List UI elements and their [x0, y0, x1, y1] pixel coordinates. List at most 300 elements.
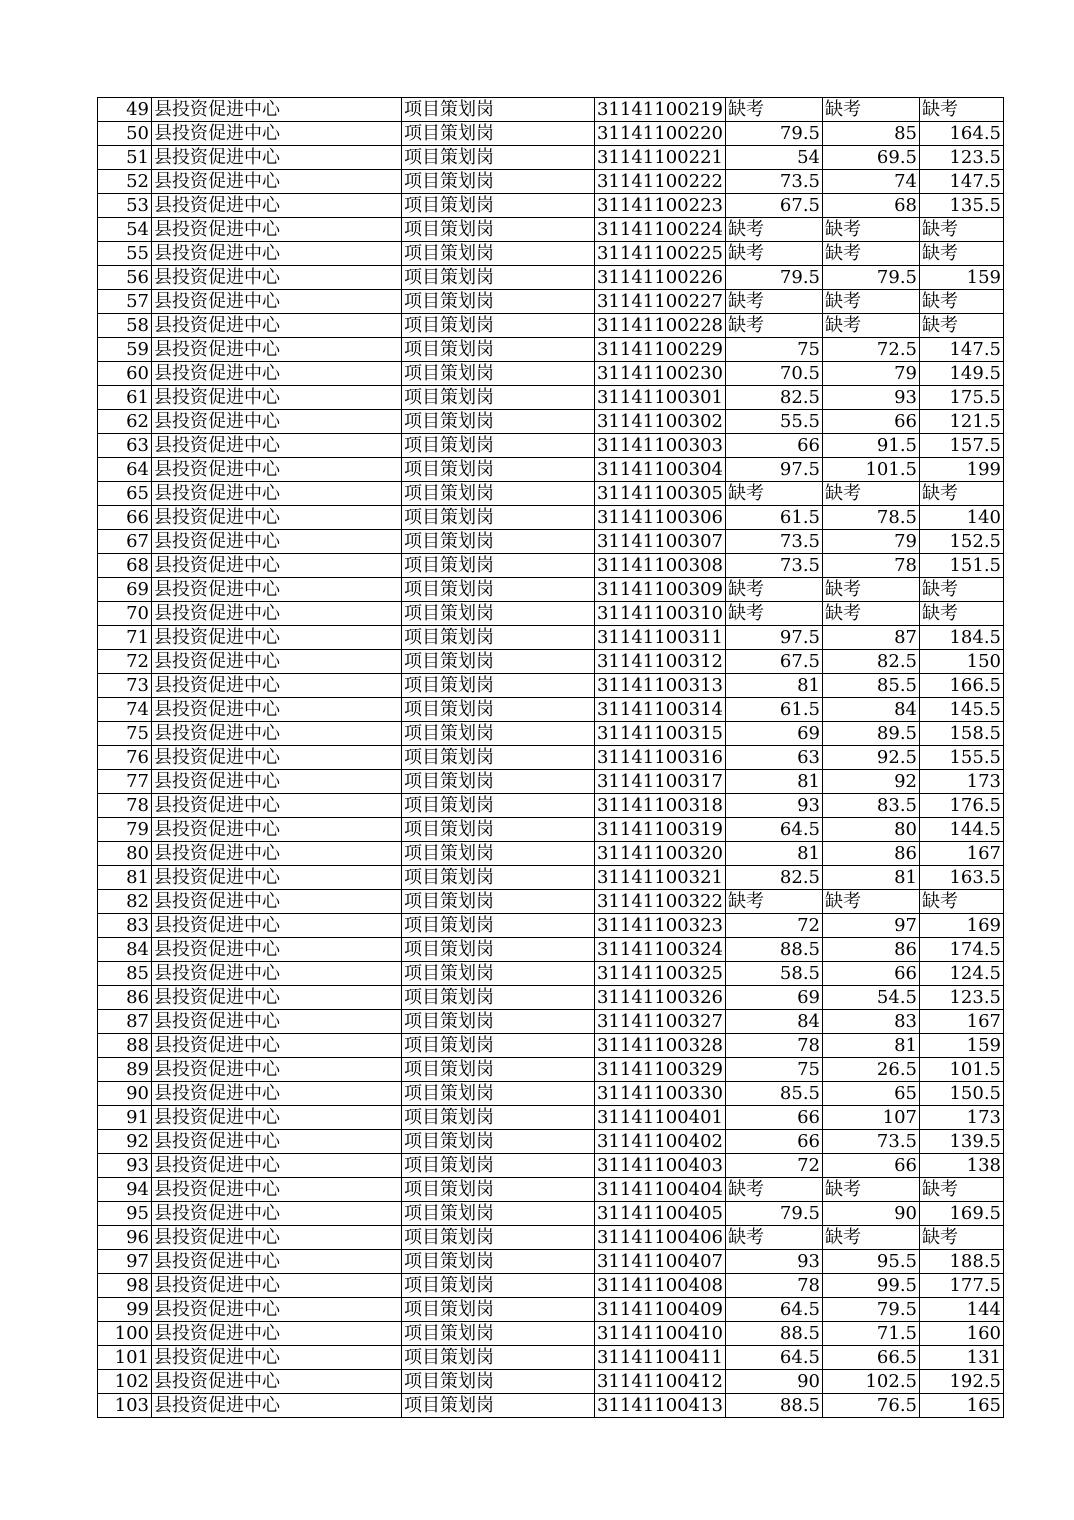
score-2-cell: 82.5: [823, 650, 920, 674]
exam-id-cell: 31141100302: [595, 410, 726, 434]
position-cell: 项目策划岗: [402, 962, 595, 986]
exam-id-cell: 31141100321: [595, 866, 726, 890]
table-row: [98, 1226, 1004, 1250]
total-score-cell: 缺考: [920, 602, 1004, 626]
exam-id-cell: 31141100315: [595, 722, 726, 746]
table-row: [98, 1082, 1004, 1106]
score-1-cell: 61.5: [726, 506, 823, 530]
exam-id-cell: 31141100408: [595, 1274, 726, 1298]
unit-cell: 县投资促进中心: [152, 866, 402, 890]
position-cell: 项目策划岗: [402, 242, 595, 266]
position-cell: 项目策划岗: [402, 698, 595, 722]
row-number-cell: 90: [98, 1082, 152, 1106]
unit-cell: 县投资促进中心: [152, 1322, 402, 1346]
unit-cell: 县投资促进中心: [152, 194, 402, 218]
score-2-cell: 86: [823, 842, 920, 866]
table-row: [98, 266, 1004, 290]
total-score-cell: 159: [920, 266, 1004, 290]
exam-id-cell: 31141100224: [595, 218, 726, 242]
total-score-cell: 135.5: [920, 194, 1004, 218]
table-row: [98, 242, 1004, 266]
row-number-cell: 87: [98, 1010, 152, 1034]
total-score-cell: 174.5: [920, 938, 1004, 962]
exam-id-cell: 31141100323: [595, 914, 726, 938]
row-number-cell: 86: [98, 986, 152, 1010]
exam-id-cell: 31141100226: [595, 266, 726, 290]
score-1-cell: 79.5: [726, 266, 823, 290]
position-cell: 项目策划岗: [402, 1106, 595, 1130]
table-row: [98, 362, 1004, 386]
score-2-cell: 54.5: [823, 986, 920, 1010]
position-cell: 项目策划岗: [402, 338, 595, 362]
exam-id-cell: 31141100219: [595, 98, 726, 122]
exam-id-cell: 31141100311: [595, 626, 726, 650]
total-score-cell: 147.5: [920, 170, 1004, 194]
score-2-cell: 66: [823, 962, 920, 986]
position-cell: 项目策划岗: [402, 386, 595, 410]
row-number-cell: 81: [98, 866, 152, 890]
row-number-cell: 76: [98, 746, 152, 770]
total-score-cell: 123.5: [920, 146, 1004, 170]
score-2-cell: 107: [823, 1106, 920, 1130]
score-2-cell: 90: [823, 1202, 920, 1226]
exam-id-cell: 31141100303: [595, 434, 726, 458]
row-number-cell: 66: [98, 506, 152, 530]
score-2-cell: 78: [823, 554, 920, 578]
score-2-cell: 85.5: [823, 674, 920, 698]
unit-cell: 县投资促进中心: [152, 170, 402, 194]
table-row: [98, 1034, 1004, 1058]
score-2-cell: 99.5: [823, 1274, 920, 1298]
score-2-cell: 66: [823, 1154, 920, 1178]
score-2-cell: 72.5: [823, 338, 920, 362]
score-1-cell: 缺考: [726, 314, 823, 338]
row-number-cell: 73: [98, 674, 152, 698]
unit-cell: 县投资促进中心: [152, 314, 402, 338]
unit-cell: 县投资促进中心: [152, 842, 402, 866]
score-2-cell: 93: [823, 386, 920, 410]
exam-id-cell: 31141100229: [595, 338, 726, 362]
total-score-cell: 缺考: [920, 1178, 1004, 1202]
position-cell: 项目策划岗: [402, 722, 595, 746]
table-row: [98, 1106, 1004, 1130]
score-2-cell: 81: [823, 1034, 920, 1058]
position-cell: 项目策划岗: [402, 1202, 595, 1226]
total-score-cell: 144: [920, 1298, 1004, 1322]
position-cell: 项目策划岗: [402, 938, 595, 962]
unit-cell: 县投资促进中心: [152, 1250, 402, 1274]
total-score-cell: 140: [920, 506, 1004, 530]
position-cell: 项目策划岗: [402, 362, 595, 386]
position-cell: 项目策划岗: [402, 554, 595, 578]
table-row: [98, 1058, 1004, 1082]
unit-cell: 县投资促进中心: [152, 1058, 402, 1082]
score-2-cell: 79: [823, 362, 920, 386]
score-2-cell: 缺考: [823, 1226, 920, 1250]
unit-cell: 县投资促进中心: [152, 794, 402, 818]
unit-cell: 县投资促进中心: [152, 266, 402, 290]
position-cell: 项目策划岗: [402, 770, 595, 794]
exam-id-cell: 31141100407: [595, 1250, 726, 1274]
unit-cell: 县投资促进中心: [152, 674, 402, 698]
total-score-cell: 159: [920, 1034, 1004, 1058]
table-row: [98, 1178, 1004, 1202]
row-number-cell: 49: [98, 98, 152, 122]
score-2-cell: 80: [823, 818, 920, 842]
table-row: [98, 818, 1004, 842]
score-2-cell: 86: [823, 938, 920, 962]
row-number-cell: 78: [98, 794, 152, 818]
table-row: [98, 866, 1004, 890]
row-number-cell: 57: [98, 290, 152, 314]
total-score-cell: 缺考: [920, 1226, 1004, 1250]
score-1-cell: 81: [726, 674, 823, 698]
score-2-cell: 26.5: [823, 1058, 920, 1082]
score-1-cell: 88.5: [726, 1394, 823, 1418]
row-number-cell: 63: [98, 434, 152, 458]
exam-id-cell: 31141100309: [595, 578, 726, 602]
exam-id-cell: 31141100314: [595, 698, 726, 722]
table-row: [98, 122, 1004, 146]
table-row: [98, 962, 1004, 986]
total-score-cell: 192.5: [920, 1370, 1004, 1394]
exam-id-cell: 31141100330: [595, 1082, 726, 1106]
total-score-cell: 158.5: [920, 722, 1004, 746]
score-1-cell: 90: [726, 1370, 823, 1394]
unit-cell: 县投资促进中心: [152, 1298, 402, 1322]
total-score-cell: 123.5: [920, 986, 1004, 1010]
score-2-cell: 73.5: [823, 1130, 920, 1154]
total-score-cell: 163.5: [920, 866, 1004, 890]
unit-cell: 县投资促进中心: [152, 698, 402, 722]
total-score-cell: 缺考: [920, 242, 1004, 266]
score-2-cell: 79.5: [823, 266, 920, 290]
position-cell: 项目策划岗: [402, 218, 595, 242]
score-2-cell: 84: [823, 698, 920, 722]
exam-id-cell: 31141100325: [595, 962, 726, 986]
total-score-cell: 177.5: [920, 1274, 1004, 1298]
score-2-cell: 缺考: [823, 290, 920, 314]
score-1-cell: 75: [726, 338, 823, 362]
score-1-cell: 缺考: [726, 242, 823, 266]
row-number-cell: 54: [98, 218, 152, 242]
position-cell: 项目策划岗: [402, 1058, 595, 1082]
table-row: [98, 146, 1004, 170]
unit-cell: 县投资促进中心: [152, 650, 402, 674]
total-score-cell: 150: [920, 650, 1004, 674]
unit-cell: 县投资促进中心: [152, 722, 402, 746]
total-score-cell: 缺考: [920, 578, 1004, 602]
total-score-cell: 147.5: [920, 338, 1004, 362]
row-number-cell: 84: [98, 938, 152, 962]
table-row: [98, 1346, 1004, 1370]
unit-cell: 县投资促进中心: [152, 746, 402, 770]
exam-id-cell: 31141100223: [595, 194, 726, 218]
position-cell: 项目策划岗: [402, 578, 595, 602]
table-row: [98, 1274, 1004, 1298]
row-number-cell: 53: [98, 194, 152, 218]
row-number-cell: 94: [98, 1178, 152, 1202]
row-number-cell: 88: [98, 1034, 152, 1058]
total-score-cell: 184.5: [920, 626, 1004, 650]
row-number-cell: 83: [98, 914, 152, 938]
unit-cell: 县投资促进中心: [152, 1010, 402, 1034]
unit-cell: 县投资促进中心: [152, 1202, 402, 1226]
position-cell: 项目策划岗: [402, 506, 595, 530]
score-1-cell: 缺考: [726, 290, 823, 314]
exam-id-cell: 31141100305: [595, 482, 726, 506]
score-1-cell: 72: [726, 914, 823, 938]
total-score-cell: 199: [920, 458, 1004, 482]
unit-cell: 县投资促进中心: [152, 626, 402, 650]
table-row: [98, 770, 1004, 794]
position-cell: 项目策划岗: [402, 434, 595, 458]
total-score-cell: 缺考: [920, 890, 1004, 914]
unit-cell: 县投资促进中心: [152, 242, 402, 266]
position-cell: 项目策划岗: [402, 1178, 595, 1202]
score-1-cell: 63: [726, 746, 823, 770]
total-score-cell: 167: [920, 1010, 1004, 1034]
unit-cell: 县投资促进中心: [152, 290, 402, 314]
exam-id-cell: 31141100401: [595, 1106, 726, 1130]
table-row: [98, 338, 1004, 362]
unit-cell: 县投资促进中心: [152, 218, 402, 242]
unit-cell: 县投资促进中心: [152, 986, 402, 1010]
unit-cell: 县投资促进中心: [152, 122, 402, 146]
position-cell: 项目策划岗: [402, 1274, 595, 1298]
row-number-cell: 92: [98, 1130, 152, 1154]
score-2-cell: 缺考: [823, 482, 920, 506]
table-row: [98, 1250, 1004, 1274]
score-2-cell: 92: [823, 770, 920, 794]
row-number-cell: 65: [98, 482, 152, 506]
unit-cell: 县投资促进中心: [152, 506, 402, 530]
table-row: [98, 722, 1004, 746]
exam-id-cell: 31141100320: [595, 842, 726, 866]
score-2-cell: 66: [823, 410, 920, 434]
score-1-cell: 70.5: [726, 362, 823, 386]
unit-cell: 县投资促进中心: [152, 1130, 402, 1154]
position-cell: 项目策划岗: [402, 626, 595, 650]
total-score-cell: 164.5: [920, 122, 1004, 146]
score-2-cell: 87: [823, 626, 920, 650]
position-cell: 项目策划岗: [402, 1130, 595, 1154]
position-cell: 项目策划岗: [402, 986, 595, 1010]
score-1-cell: 69: [726, 986, 823, 1010]
position-cell: 项目策划岗: [402, 290, 595, 314]
score-2-cell: 91.5: [823, 434, 920, 458]
exam-id-cell: 31141100326: [595, 986, 726, 1010]
score-1-cell: 58.5: [726, 962, 823, 986]
exam-id-cell: 31141100318: [595, 794, 726, 818]
table-row: [98, 650, 1004, 674]
exam-id-cell: 31141100225: [595, 242, 726, 266]
table-row: [98, 674, 1004, 698]
table-row: [98, 1322, 1004, 1346]
score-2-cell: 缺考: [823, 218, 920, 242]
position-cell: 项目策划岗: [402, 650, 595, 674]
table-row: [98, 506, 1004, 530]
position-cell: 项目策划岗: [402, 602, 595, 626]
score-2-cell: 83.5: [823, 794, 920, 818]
score-1-cell: 64.5: [726, 1346, 823, 1370]
score-1-cell: 缺考: [726, 602, 823, 626]
total-score-cell: 176.5: [920, 794, 1004, 818]
score-1-cell: 84: [726, 1010, 823, 1034]
position-cell: 项目策划岗: [402, 746, 595, 770]
exam-id-cell: 31141100409: [595, 1298, 726, 1322]
table-row: [98, 794, 1004, 818]
total-score-cell: 131: [920, 1346, 1004, 1370]
position-cell: 项目策划岗: [402, 794, 595, 818]
exam-id-cell: 31141100222: [595, 170, 726, 194]
exam-id-cell: 31141100413: [595, 1394, 726, 1418]
score-table-body: [98, 98, 1004, 1418]
table-row: [98, 314, 1004, 338]
score-2-cell: 76.5: [823, 1394, 920, 1418]
table-row: [98, 1394, 1004, 1418]
score-table: [97, 97, 1004, 1418]
exam-id-cell: 31141100304: [595, 458, 726, 482]
table-row: [98, 1298, 1004, 1322]
score-1-cell: 66: [726, 1106, 823, 1130]
score-2-cell: 79.5: [823, 1298, 920, 1322]
position-cell: 项目策划岗: [402, 1082, 595, 1106]
total-score-cell: 缺考: [920, 290, 1004, 314]
score-2-cell: 71.5: [823, 1322, 920, 1346]
score-1-cell: 78: [726, 1274, 823, 1298]
row-number-cell: 61: [98, 386, 152, 410]
table-row: [98, 626, 1004, 650]
row-number-cell: 95: [98, 1202, 152, 1226]
row-number-cell: 91: [98, 1106, 152, 1130]
exam-id-cell: 31141100406: [595, 1226, 726, 1250]
score-1-cell: 88.5: [726, 938, 823, 962]
position-cell: 项目策划岗: [402, 1346, 595, 1370]
unit-cell: 县投资促进中心: [152, 362, 402, 386]
unit-cell: 县投资促进中心: [152, 1034, 402, 1058]
unit-cell: 县投资促进中心: [152, 770, 402, 794]
unit-cell: 县投资促进中心: [152, 602, 402, 626]
row-number-cell: 79: [98, 818, 152, 842]
unit-cell: 县投资促进中心: [152, 1346, 402, 1370]
row-number-cell: 71: [98, 626, 152, 650]
unit-cell: 县投资促进中心: [152, 818, 402, 842]
score-2-cell: 81: [823, 866, 920, 890]
row-number-cell: 55: [98, 242, 152, 266]
unit-cell: 县投资促进中心: [152, 1370, 402, 1394]
exam-id-cell: 31141100411: [595, 1346, 726, 1370]
exam-id-cell: 31141100310: [595, 602, 726, 626]
total-score-cell: 160: [920, 1322, 1004, 1346]
score-1-cell: 81: [726, 842, 823, 866]
exam-id-cell: 31141100313: [595, 674, 726, 698]
score-1-cell: 67.5: [726, 194, 823, 218]
exam-id-cell: 31141100316: [595, 746, 726, 770]
total-score-cell: 175.5: [920, 386, 1004, 410]
score-1-cell: 64.5: [726, 1298, 823, 1322]
position-cell: 项目策划岗: [402, 818, 595, 842]
row-number-cell: 59: [98, 338, 152, 362]
position-cell: 项目策划岗: [402, 1154, 595, 1178]
unit-cell: 县投资促进中心: [152, 458, 402, 482]
score-1-cell: 缺考: [726, 578, 823, 602]
score-1-cell: 75: [726, 1058, 823, 1082]
unit-cell: 县投资促进中心: [152, 98, 402, 122]
exam-id-cell: 31141100329: [595, 1058, 726, 1082]
score-1-cell: 66: [726, 1130, 823, 1154]
position-cell: 项目策划岗: [402, 122, 595, 146]
table-row: [98, 1130, 1004, 1154]
score-1-cell: 69: [726, 722, 823, 746]
row-number-cell: 93: [98, 1154, 152, 1178]
score-2-cell: 78.5: [823, 506, 920, 530]
unit-cell: 县投资促进中心: [152, 938, 402, 962]
row-number-cell: 100: [98, 1322, 152, 1346]
exam-id-cell: 31141100327: [595, 1010, 726, 1034]
score-2-cell: 92.5: [823, 746, 920, 770]
row-number-cell: 50: [98, 122, 152, 146]
total-score-cell: 缺考: [920, 314, 1004, 338]
score-2-cell: 68: [823, 194, 920, 218]
total-score-cell: 173: [920, 770, 1004, 794]
score-1-cell: 73.5: [726, 530, 823, 554]
table-row: [98, 434, 1004, 458]
table-row: [98, 1202, 1004, 1226]
score-1-cell: 78: [726, 1034, 823, 1058]
score-2-cell: 缺考: [823, 890, 920, 914]
score-1-cell: 缺考: [726, 890, 823, 914]
unit-cell: 县投资促进中心: [152, 1106, 402, 1130]
position-cell: 项目策划岗: [402, 890, 595, 914]
score-1-cell: 93: [726, 794, 823, 818]
row-number-cell: 69: [98, 578, 152, 602]
score-2-cell: 89.5: [823, 722, 920, 746]
unit-cell: 县投资促进中心: [152, 1394, 402, 1418]
unit-cell: 县投资促进中心: [152, 1082, 402, 1106]
row-number-cell: 62: [98, 410, 152, 434]
score-1-cell: 82.5: [726, 386, 823, 410]
total-score-cell: 144.5: [920, 818, 1004, 842]
unit-cell: 县投资促进中心: [152, 1226, 402, 1250]
exam-id-cell: 31141100410: [595, 1322, 726, 1346]
exam-id-cell: 31141100307: [595, 530, 726, 554]
row-number-cell: 70: [98, 602, 152, 626]
total-score-cell: 缺考: [920, 98, 1004, 122]
position-cell: 项目策划岗: [402, 1322, 595, 1346]
exam-id-cell: 31141100324: [595, 938, 726, 962]
row-number-cell: 75: [98, 722, 152, 746]
position-cell: 项目策划岗: [402, 1250, 595, 1274]
table-row: [98, 914, 1004, 938]
unit-cell: 县投资促进中心: [152, 386, 402, 410]
position-cell: 项目策划岗: [402, 314, 595, 338]
unit-cell: 县投资促进中心: [152, 482, 402, 506]
total-score-cell: 139.5: [920, 1130, 1004, 1154]
total-score-cell: 188.5: [920, 1250, 1004, 1274]
score-1-cell: 82.5: [726, 866, 823, 890]
score-2-cell: 69.5: [823, 146, 920, 170]
table-row: [98, 458, 1004, 482]
score-1-cell: 64.5: [726, 818, 823, 842]
unit-cell: 县投资促进中心: [152, 1274, 402, 1298]
row-number-cell: 101: [98, 1346, 152, 1370]
score-1-cell: 79.5: [726, 1202, 823, 1226]
position-cell: 项目策划岗: [402, 194, 595, 218]
table-row: [98, 938, 1004, 962]
score-2-cell: 缺考: [823, 602, 920, 626]
table-row: [98, 1370, 1004, 1394]
